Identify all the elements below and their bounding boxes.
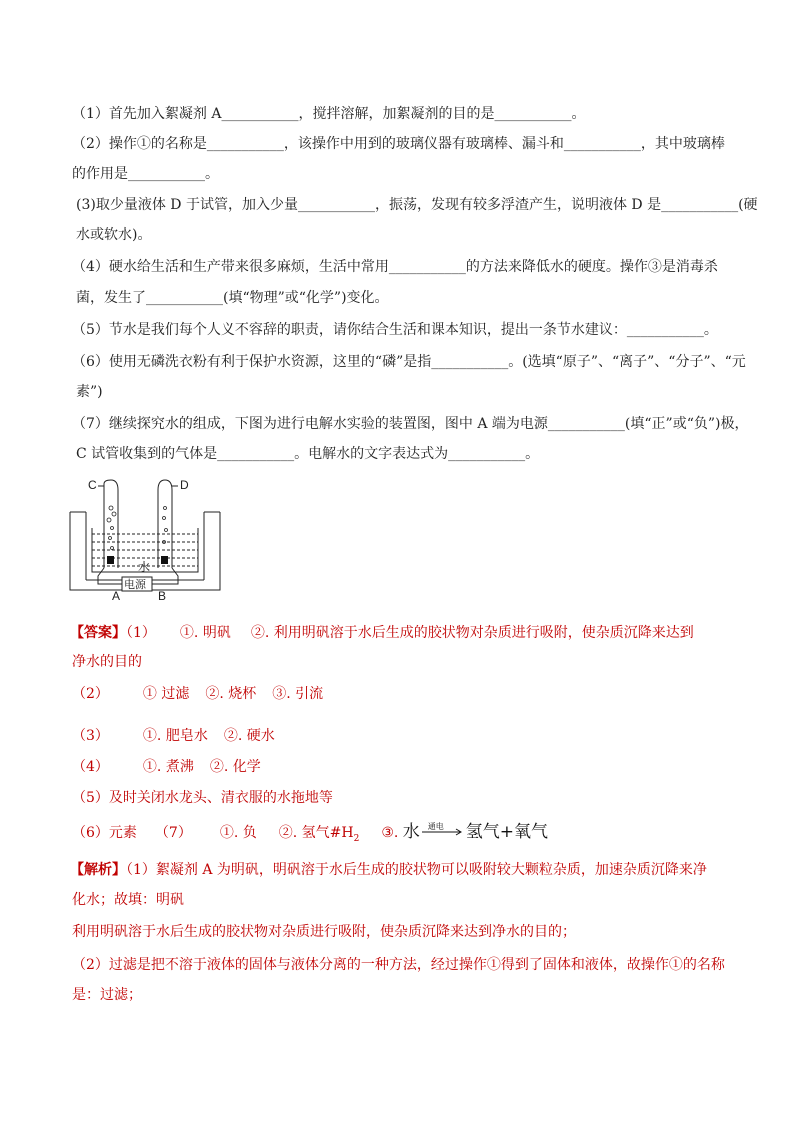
answer-1-head: （1） [126,625,156,641]
answer-4-line [72,757,261,777]
label-power-supply: 电源 [124,579,146,591]
answer-7-i: ①. 负 [219,825,257,841]
answer-2-ii: ②. 烧杯 [205,686,257,702]
answer-1-continued: 净水的目的 [72,654,142,670]
answer-1-ii: ②. 利用明矾溶于水后生成的胶状物对杂质进行吸附，使杂质沉降来达到 [250,625,694,641]
label-tube-c: C [88,478,97,492]
answer-3-head: （3） [72,728,109,744]
label-water: 水 [138,560,151,574]
analysis-tag: 【解析】 [70,862,126,878]
question-3-line-1: (3)取少量液体 D 于试管，加入少量___________，振荡，发现有较多浮渣产生，说明液体 D 是___________(硬 [76,197,758,213]
reaction-arrow [420,823,466,843]
answer-6: （6）元素 [72,825,137,841]
question-5: （5）节水是我们每个人义不容辞的职责，请你结合生活和课本知识，提出一条节水建议：___________。 [72,322,718,338]
answer-4-i: ①. 煮沸 [142,759,194,775]
answer-7-ii: ②. 氢气#H [278,825,354,841]
question-3-line-2: 水或软水)。 [76,227,152,243]
answer-1-line [70,623,694,643]
analysis-para-1-line-2: 化水；故填：明矾 [72,892,184,908]
answer-4-ii: ②. 化学 [209,759,261,775]
question-4-line-2: 菌，发生了___________(填“物理”或“化学”)变化。 [76,290,389,306]
equation-reactant: 水 [402,822,420,842]
label-tube-d: D [180,478,189,492]
question-2-line-1: （2）操作①的名称是___________，该操作中用到的玻璃仪器有玻璃棒、漏斗和___________，其中玻璃棒 [72,136,725,152]
analysis-para-1-line-3: 利用明矾溶于水后生成的胶状物对杂质进行吸附，使杂质沉降来达到净水的目的； [72,924,576,940]
question-7-line-2: C 试管收集到的气体是___________。电解水的文字表达式为___________。 [76,446,540,462]
answer-1-i: ①. 明矾 [179,625,231,641]
answer-7-iii-number: ③. [381,825,399,841]
answer-2-i: ① 过滤 [142,686,190,702]
answer-3-line [72,726,275,746]
question-7-line-1: （7）继续探究水的组成，下图为进行电解水实验的装置图，图中 A 端为电源___________(填“正”或“负”)极， [72,416,749,432]
answer-5: （5）及时关闭水龙头、清衣服的水拖地等 [72,790,333,806]
analysis-para-1-line-1 [70,860,707,880]
question-4-line-1: （4）硬水给生活和生产带来很多麻烦，生活中常用___________的方法来降低水的硬度。操作③是消毒杀 [72,259,718,275]
label-terminal-a: A [112,589,121,603]
answer-2-iii: ③. 引流 [272,686,324,702]
electrolysis-diagram [60,472,230,612]
question-2-line-2: 的作用是___________。 [72,166,219,182]
answer-3-ii: ②. 硬水 [223,728,275,744]
equation-products: 氢气+氧气 [465,822,549,842]
question-6-line-2: 素”) [76,384,103,400]
answer-7-head: （7） [154,825,192,841]
reaction-condition: 通电 [427,822,444,831]
answer-4-head: （4） [72,759,109,775]
question-6-line-1: （6）使用无磷洗衣粉有利于保护水资源，这里的“磷”是指___________。(选填“原子”、“离子”、“分子”、“元 [72,354,746,370]
answer-tag: 【答案】 [70,625,126,641]
question-1: （1）首先加入絮凝剂 A___________，搅拌溶解，加絮凝剂的目的是___________。 [72,106,586,122]
answer-7-ii-subscript: 2 [353,833,360,844]
answer-6-7-line [72,822,548,849]
answer-3-i: ①. 肥皂水 [142,728,208,744]
analysis-para-2-line-2: 是：过滤； [72,987,142,1003]
answer-2-head: （2） [72,686,109,702]
analysis-para-2-line-1: （2）过滤是把不溶于液体的固体与液体分离的一种方法，经过操作①得到了固体和液体，故操作①的名称 [72,957,725,973]
label-terminal-b: B [158,589,167,603]
answer-2-line [72,684,323,704]
analysis-p1a: （1）絮凝剂 A 为明矾，明矾溶于水后生成的胶状物可以吸附较大颗粒杂质，加速杂质沉降来净 [126,862,707,878]
